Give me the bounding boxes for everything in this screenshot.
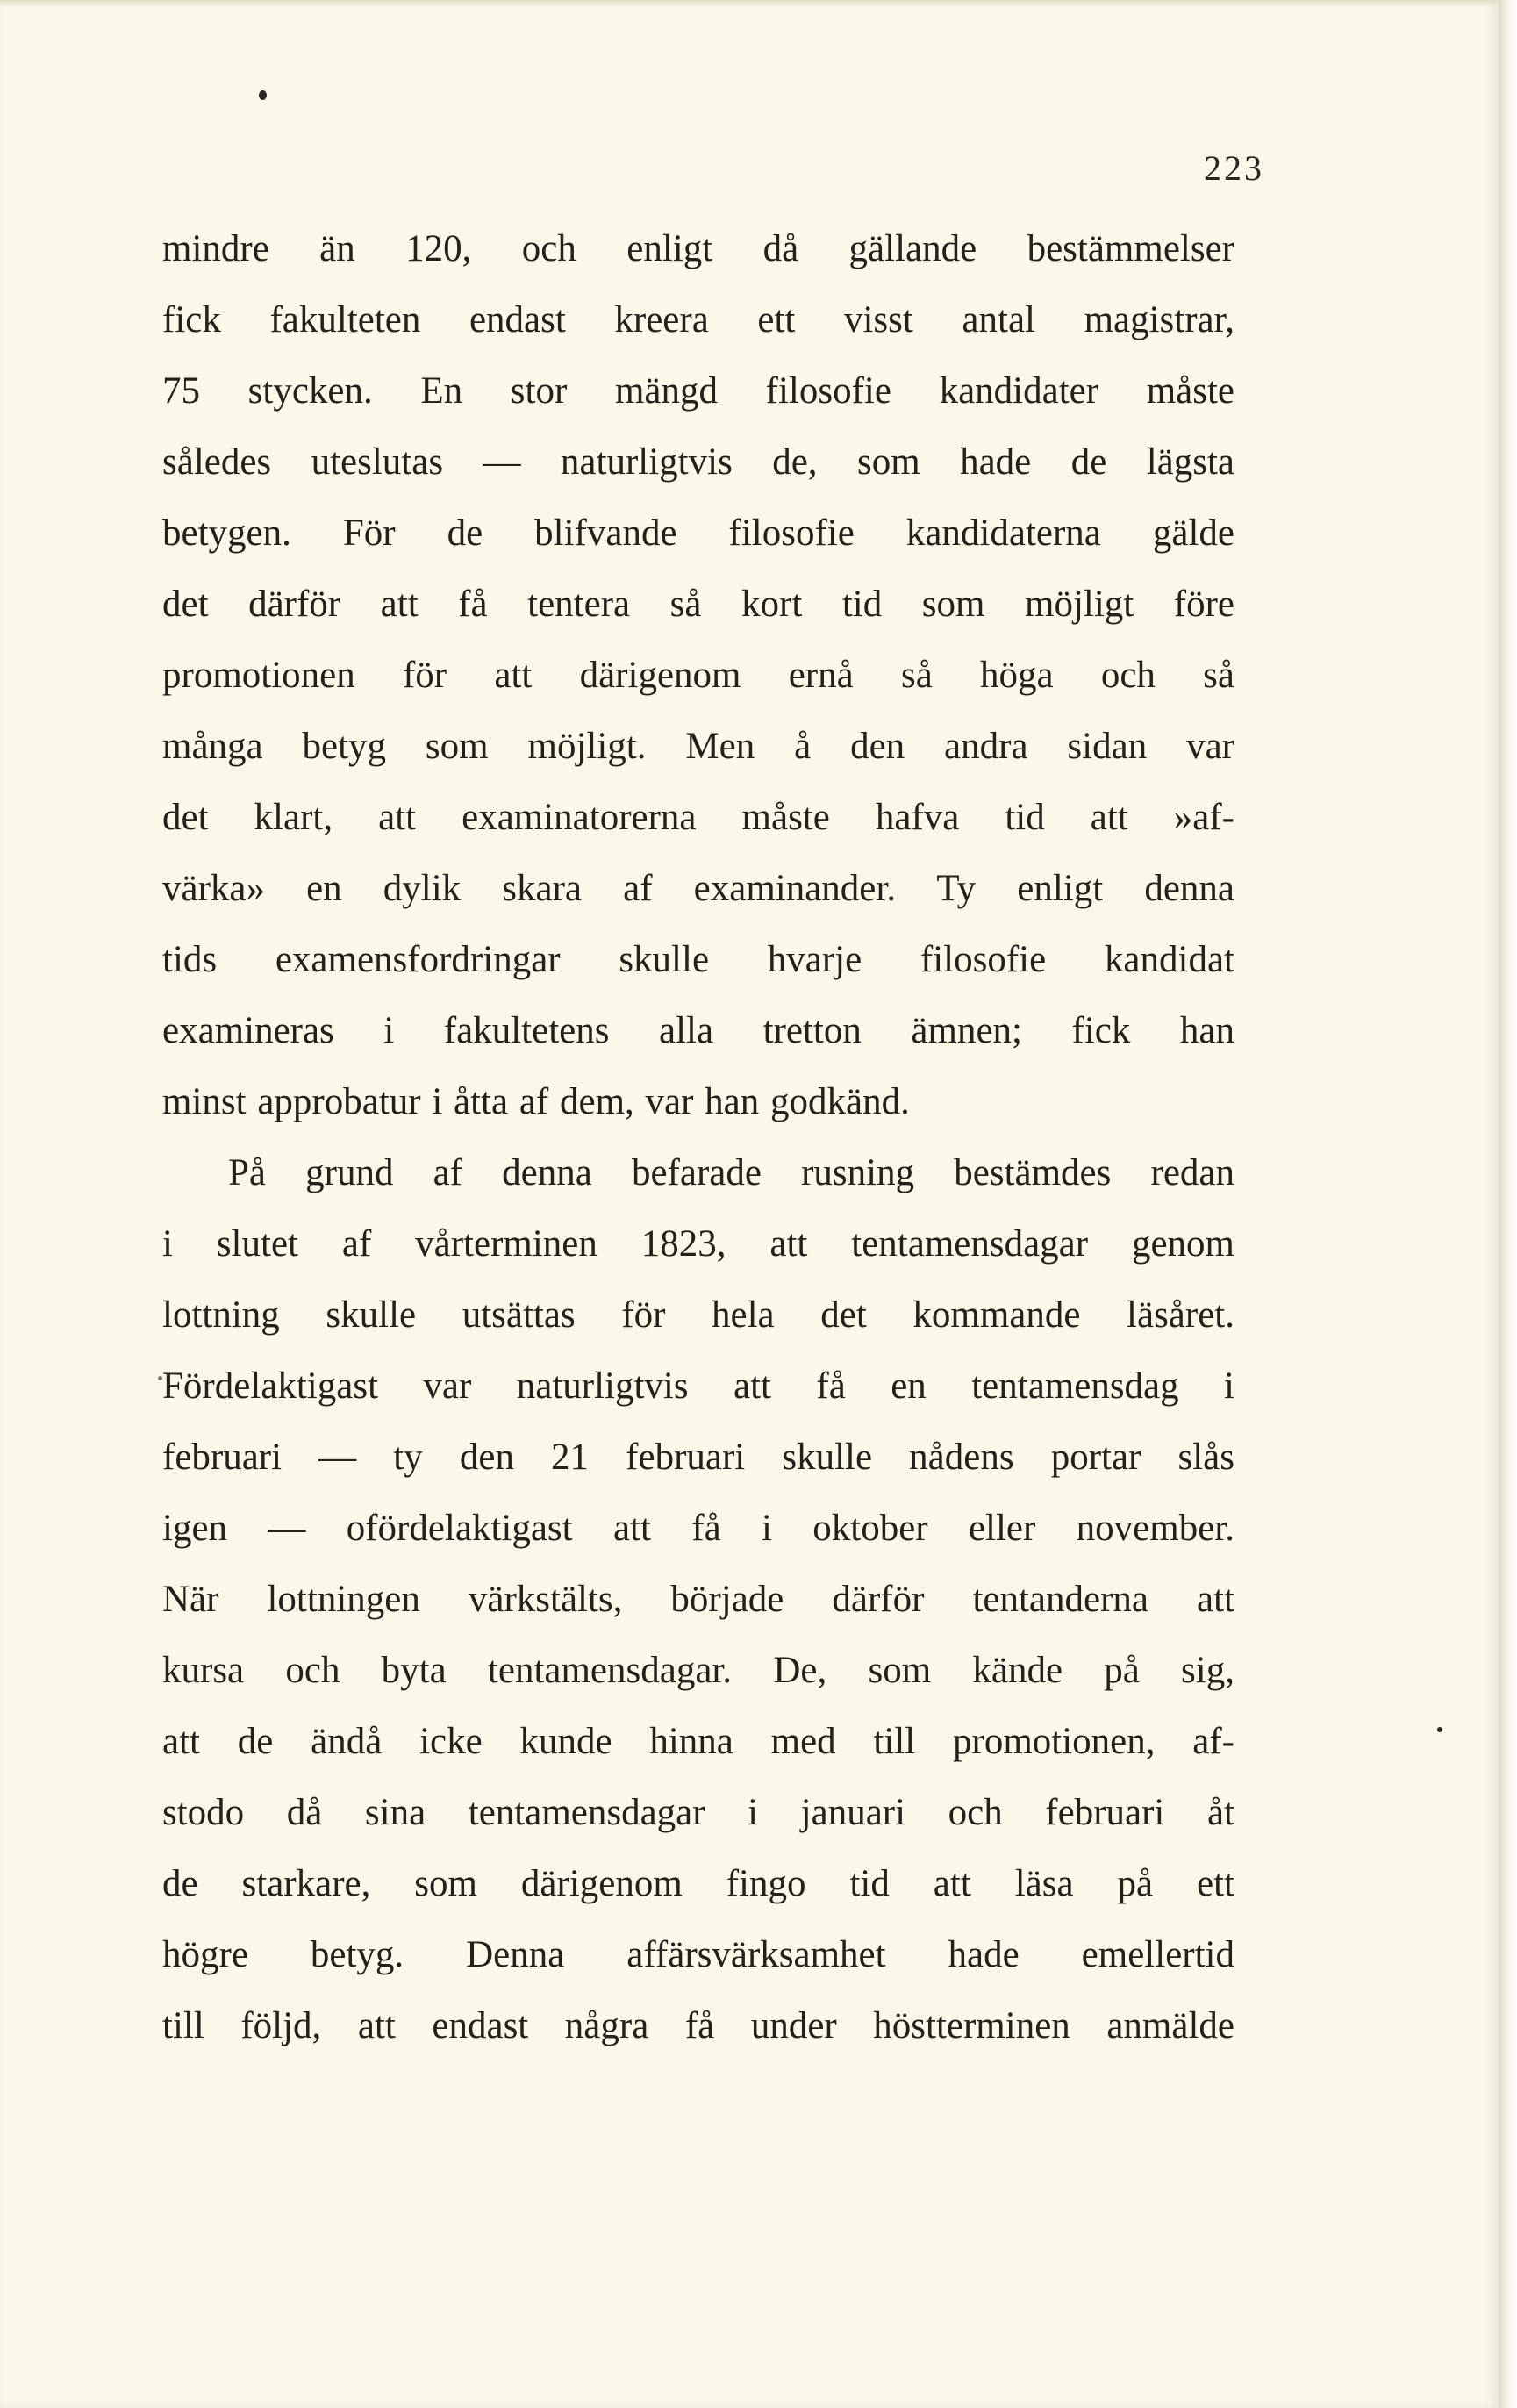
- page-top-edge: [0, 0, 1499, 7]
- body-text: [162, 213, 1234, 2061]
- page-fore-edge: [1499, 0, 1517, 2408]
- text-line: till följd, att endast några få under höstterminen anmälde: [162, 2005, 1234, 2046]
- text-line: i slutet af vårterminen 1823, att tentamensdagar genom: [162, 1223, 1234, 1265]
- text-line: betygen. För de blifvande filosofie kandidaterna gälde: [162, 512, 1234, 554]
- ink-speck-top: [259, 90, 267, 100]
- paragraph-first-line: På grund af denna befarade rusning bestämdes redan: [228, 1152, 1234, 1193]
- text-line: mindre än 120, och enligt då gällande bestämmelser: [162, 228, 1234, 269]
- text-line: igen — ofördelaktigast att få i oktober eller november.: [162, 1508, 1234, 1549]
- text-line: fick fakulteten endast kreera ett visst antal magistrar,: [162, 299, 1234, 340]
- text-line: 75 stycken. En stor mängd filosofie kandidater måste: [162, 370, 1234, 412]
- text-line: värka» en dylik skara af examinander. Ty enligt denna: [162, 868, 1234, 909]
- text-line: att de ändå icke kunde hinna med till promotionen, af-: [162, 1721, 1234, 1762]
- text-line: examineras i fakultetens alla tretton ämnen; fick han: [162, 1010, 1234, 1051]
- text-line: högre betyg. Denna affärsvärksamhet hade emellertid: [162, 1934, 1234, 1975]
- text-line: promotionen för att därigenom ernå så höga och så: [162, 655, 1234, 696]
- text-line: tids examensfordringar skulle hvarje filosofie kandidat: [162, 939, 1234, 980]
- paragraph-end-line: minst approbatur i åtta af dem, var han godkänd.: [162, 1081, 910, 1122]
- text-line: det därför att få tentera så kort tid som möjligt före: [162, 584, 1234, 625]
- text-line: kursa och byta tentamensdagar. De, som kände på sig,: [162, 1650, 1234, 1691]
- ink-speck-right: [1437, 1727, 1442, 1732]
- text-line: de starkare, som därigenom fingo tid att läsa på ett: [162, 1863, 1234, 1904]
- text-line: många betyg som möjligt. Men å den andra sidan var: [162, 726, 1234, 767]
- text-line: februari — ty den 21 februari skulle nådens portar slås: [162, 1437, 1234, 1478]
- text-line: När lottningen värkstälts, började därför tentanderna att: [162, 1579, 1234, 1620]
- text-line: Fördelaktigast var naturligtvis att få en tentamensdag i: [162, 1365, 1234, 1407]
- text-line: det klart, att examinatorerna måste hafva tid att »af-: [162, 797, 1234, 838]
- text-line: lottning skulle utsättas för hela det kommande läsåret.: [162, 1294, 1234, 1336]
- page-number: 223: [1204, 148, 1264, 188]
- text-line: således uteslutas — naturligtvis de, som hade de lägsta: [162, 441, 1234, 483]
- text-line: stodo då sina tentamensdagar i januari och februari åt: [162, 1792, 1234, 1833]
